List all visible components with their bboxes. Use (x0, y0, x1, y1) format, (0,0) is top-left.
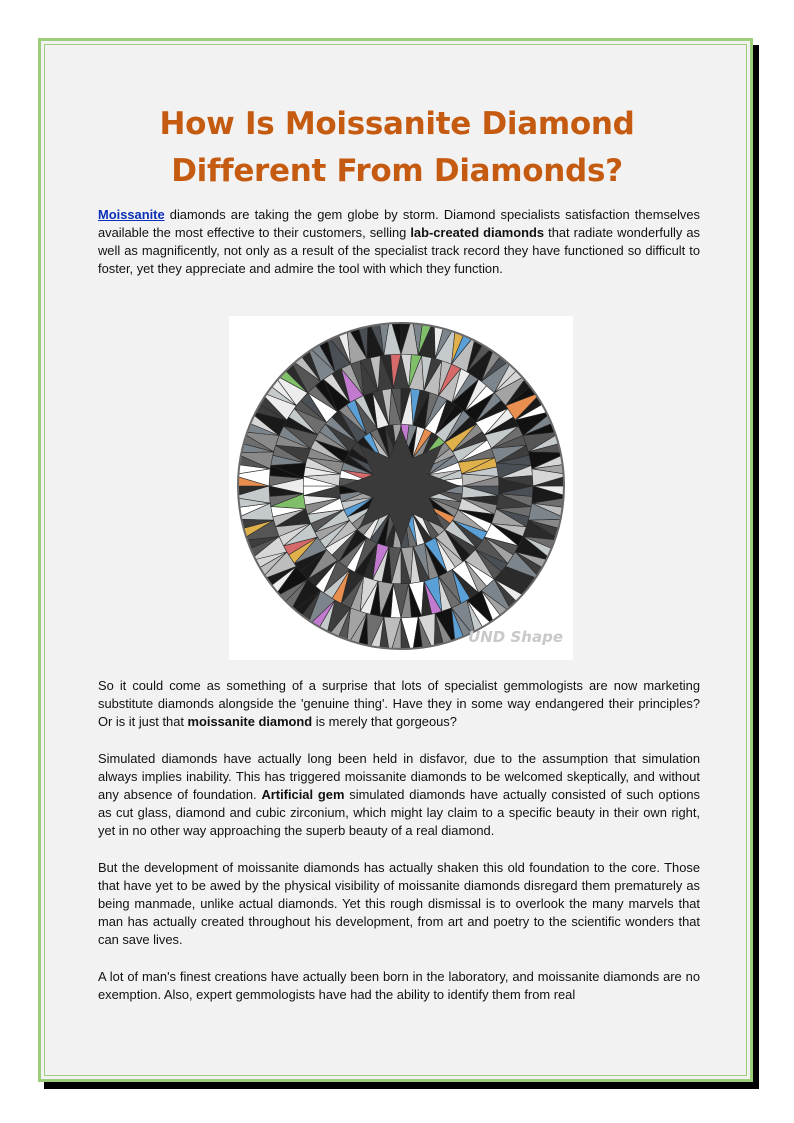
diamond-facets-graphic (229, 316, 573, 660)
document-page (38, 38, 753, 1082)
round-diamond-image (229, 316, 573, 660)
paragraph-simulated-text-a: Simulated diamonds have actually long been held in disfavor, due to the assumption that simulation always implies inability. This has triggered moissanite diamonds to be welcomed skeptically, and without any absence of foundation. (98, 751, 700, 802)
artificial-gem-bold: Artificial gem (261, 787, 345, 802)
paragraph-laboratory: A lot of man's finest creations have actually been born in the laboratory, and moissanite diamonds are no exemption. Also, expert gemmologists have had the ability to identify them from real (98, 969, 700, 1002)
document-title: How Is Moissanite Diamond Different From Diamonds? (159, 106, 635, 189)
moissanite-diamond-bold: moissanite diamond (187, 714, 313, 729)
paragraph-substitutes (98, 677, 700, 731)
image-watermark: UND Shape (468, 628, 563, 646)
paragraph-simulated (98, 750, 700, 840)
paragraph-development: But the development of moissanite diamonds has actually shaken this old foundation to the core. Those that have yet to be awed by the physical visibility of moissanite diamonds disregard them prematurely as being manmade, unlike actual diamonds. Yet this rough dismissal is to overlook the many marvels that man has actually created throughout his development, from art and poetry to the scientific wonders that can save lives. (98, 860, 700, 947)
paragraph-intro-text-a: diamonds are taking the gem globe by storm. Diamond specialists satisfaction themselves available the most effective to their customers, selling (98, 207, 700, 240)
lab-created-diamonds-bold: lab-created diamonds (410, 225, 545, 240)
paragraph-simulated-text-b: simulated diamonds have actually consisted of such options as cut glass, diamond and cubic zirconium, which might lay claim to a specific beauty in their own right, yet in no other way approaching the superb beauty of a real diamond. (98, 787, 700, 838)
moissanite-link[interactable]: Moissanite (98, 207, 165, 222)
paragraph-substitutes-text-a: So it could come as something of a surprise that lots of specialist gemmologists are now marketing substitute diamonds alongside the 'genuine thing'. Have they in some way endangered their principles? Or is it just that (98, 678, 700, 729)
paragraph-intro (98, 206, 700, 278)
paragraph-substitutes-text-b: is merely that gorgeous? (312, 714, 457, 729)
paragraph-intro-text-b: that radiate wonderfully as well as magnificently, not only as a result of the specialist track record they have functioned so difficult to foster, yet they appreciate and admire the tool with which they function. (98, 225, 701, 276)
